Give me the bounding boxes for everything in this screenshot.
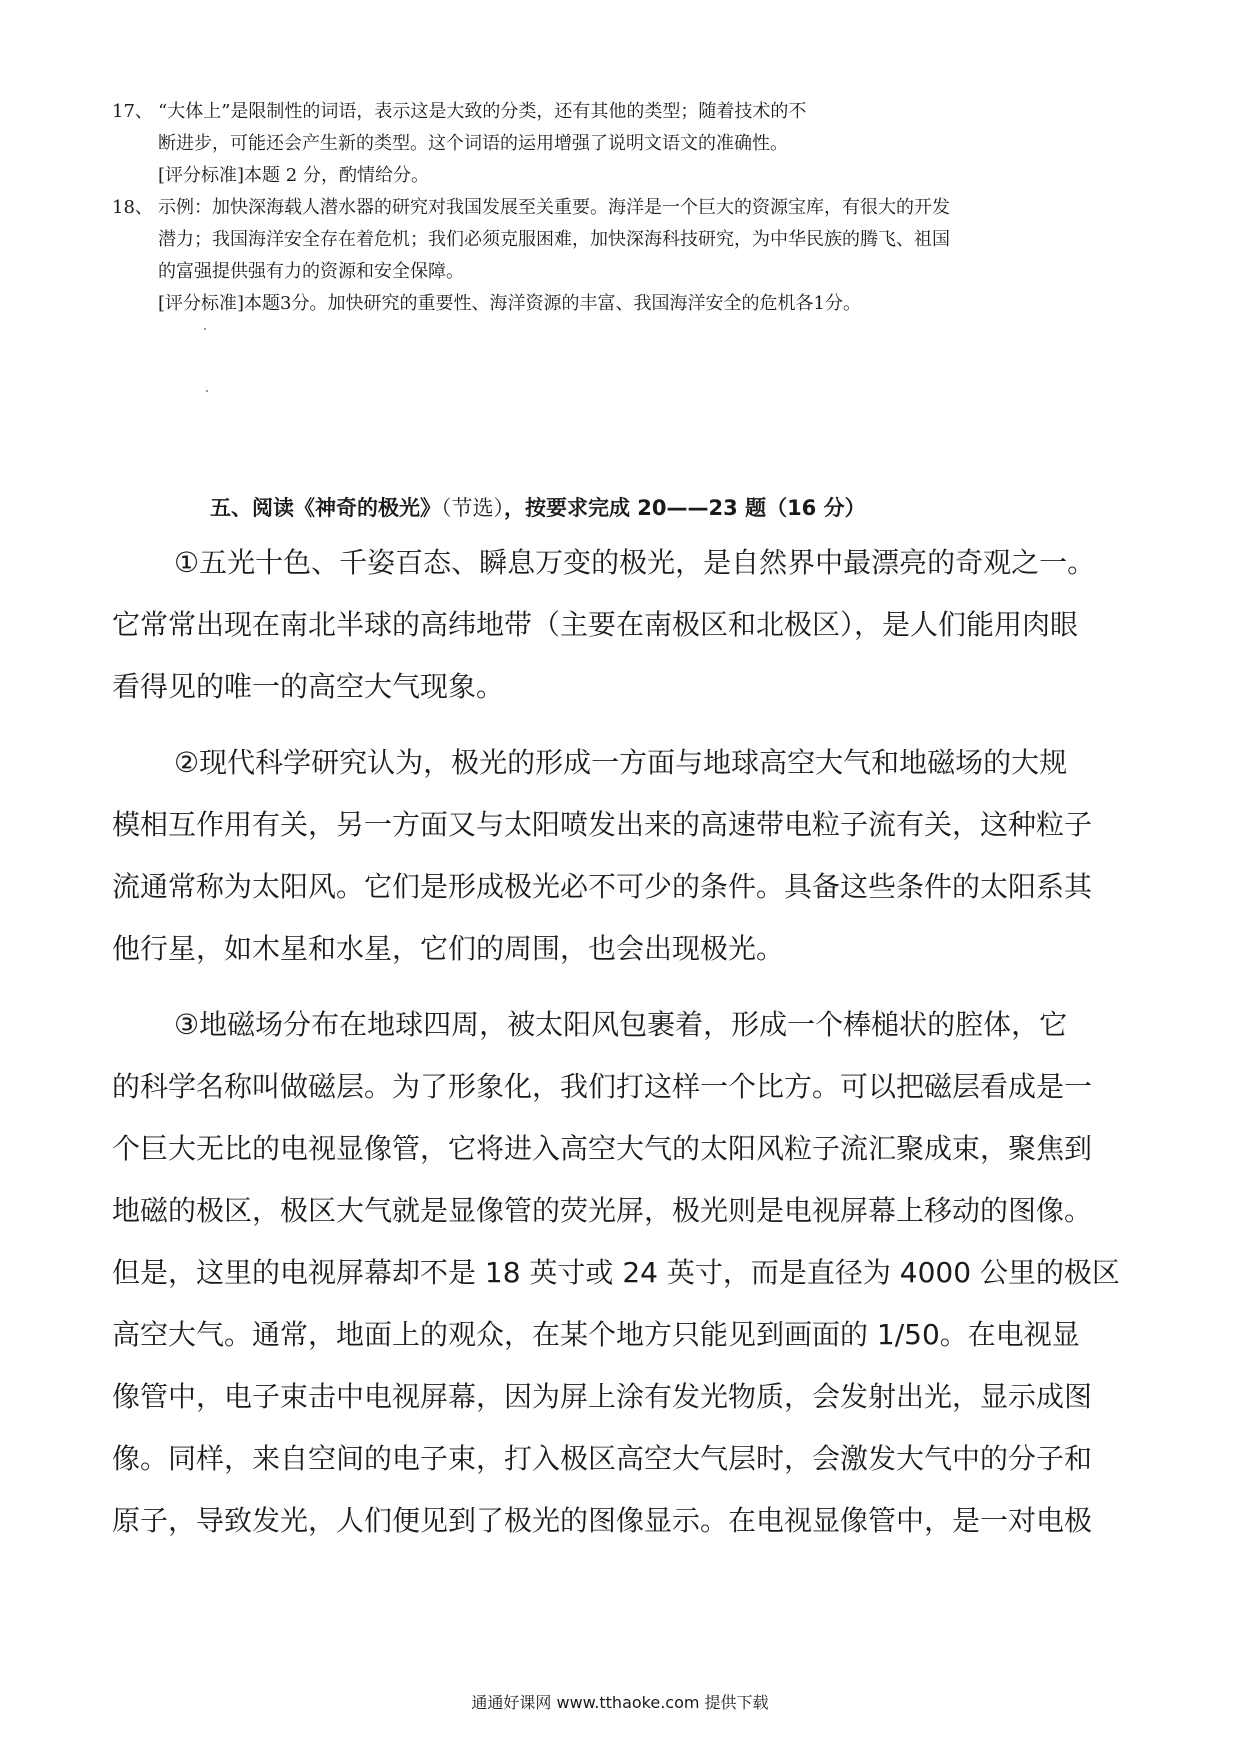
text-line: 他行星，如木星和水星，它们的周围，也会出现极光。: [112, 932, 785, 965]
page-footer: 通通好课网 www.tthaoke.com 提供下载: [471, 1693, 769, 1712]
text-line: 但是，这里的电视屏幕却不是 18 英寸或 24 英寸，而是直径为 4000 公里的极区: [112, 1256, 1120, 1289]
text-line: 的科学名称叫做磁层。为了形象化，我们打这样一个比方。可以把磁层看成是一: [112, 1070, 1093, 1103]
text-line: 高空大气。通常，地面上的观众，在某个地方只能见到画面的 1/50。在电视显: [112, 1318, 1080, 1351]
scoring-note: [评分标准]本题3分。加快研究的重要性、海洋资源的丰富、我国海洋安全的危机各1分。: [158, 293, 861, 314]
text-line: 像管中，电子束击中电视屏幕，因为屏上涂有发光物质，会发射出光，显示成图: [112, 1380, 1093, 1413]
answer-section: [112, 96, 1152, 320]
text-line: 像。同样，来自空间的电子束，打入极区高空大气层时，会激发大气中的分子和: [112, 1442, 1093, 1475]
paragraph-3: [112, 994, 1142, 1552]
answer-line: 潜力；我国海洋安全存在着危机；我们必须克服困难，加快深海科技研究，为中华民族的腾飞、祖国: [158, 229, 950, 250]
heading-instruction: ，按要求完成 20——23 题（16 分）: [504, 496, 866, 520]
reading-passage: [112, 532, 1142, 1566]
scan-speck: [206, 390, 208, 392]
text-line: 它常常出现在南北半球的高纬地带（主要在南极区和北极区），是人们能用肉眼: [112, 608, 1079, 641]
text-line: 个巨大无比的电视显像管，它将进入高空大气的太阳风粒子流汇聚成束，聚焦到: [112, 1132, 1093, 1165]
answer-line: “大体上”是限制性的词语，表示这是大致的分类，还有其他的类型；随着技术的不: [158, 101, 807, 122]
paragraph-2: [112, 732, 1142, 980]
answer-line: 断进步，可能还会产生新的类型。这个词语的运用增强了说明文语文的准确性。: [158, 133, 788, 154]
text-line: ①五光十色、千姿百态、瞬息万变的极光，是自然界中最漂亮的奇观之一。: [174, 546, 1096, 579]
answer-17: [112, 96, 1152, 192]
heading-title: 五、阅读《神奇的极光》: [210, 496, 441, 520]
text-line: 看得见的唯一的高空大气现象。: [112, 670, 505, 703]
scoring-note: [评分标准]本题 2 分，酌情给分。: [158, 165, 429, 186]
text-line: ③地磁场分布在地球四周，被太阳风包裹着，形成一个棒槌状的腔体，它: [174, 1008, 1068, 1041]
scan-speck: [204, 328, 206, 330]
text-line: 模相互作用有关，另一方面又与太阳喷发出来的高速带电粒子流有关，这种粒子: [112, 808, 1093, 841]
text-line: 流通常称为太阳风。它们是形成极光必不可少的条件。具备这些条件的太阳系其: [112, 870, 1093, 903]
question-number: 18、: [112, 197, 153, 218]
section-heading: [210, 492, 866, 522]
answer-18: [112, 192, 1152, 320]
text-line: 地磁的极区，极区大气就是显像管的荧光屏，极光则是电视屏幕上移动的图像。: [112, 1194, 1093, 1227]
answer-line: 的富强提供强有力的资源和安全保障。: [158, 261, 464, 282]
text-line: ②现代科学研究认为，极光的形成一方面与地球高空大气和地磁场的大规: [174, 746, 1068, 779]
question-number: 17、: [112, 101, 153, 122]
text-line: 原子，导致发光，人们便见到了极光的图像显示。在电视显像管中，是一对电极: [112, 1504, 1093, 1537]
heading-excerpt-note: （节选）: [441, 496, 504, 520]
paragraph-1: [112, 532, 1142, 718]
answer-line: 示例：加快深海载人潜水器的研究对我国发展至关重要。海洋是一个巨大的资源宝库，有很大的开发: [158, 197, 950, 218]
